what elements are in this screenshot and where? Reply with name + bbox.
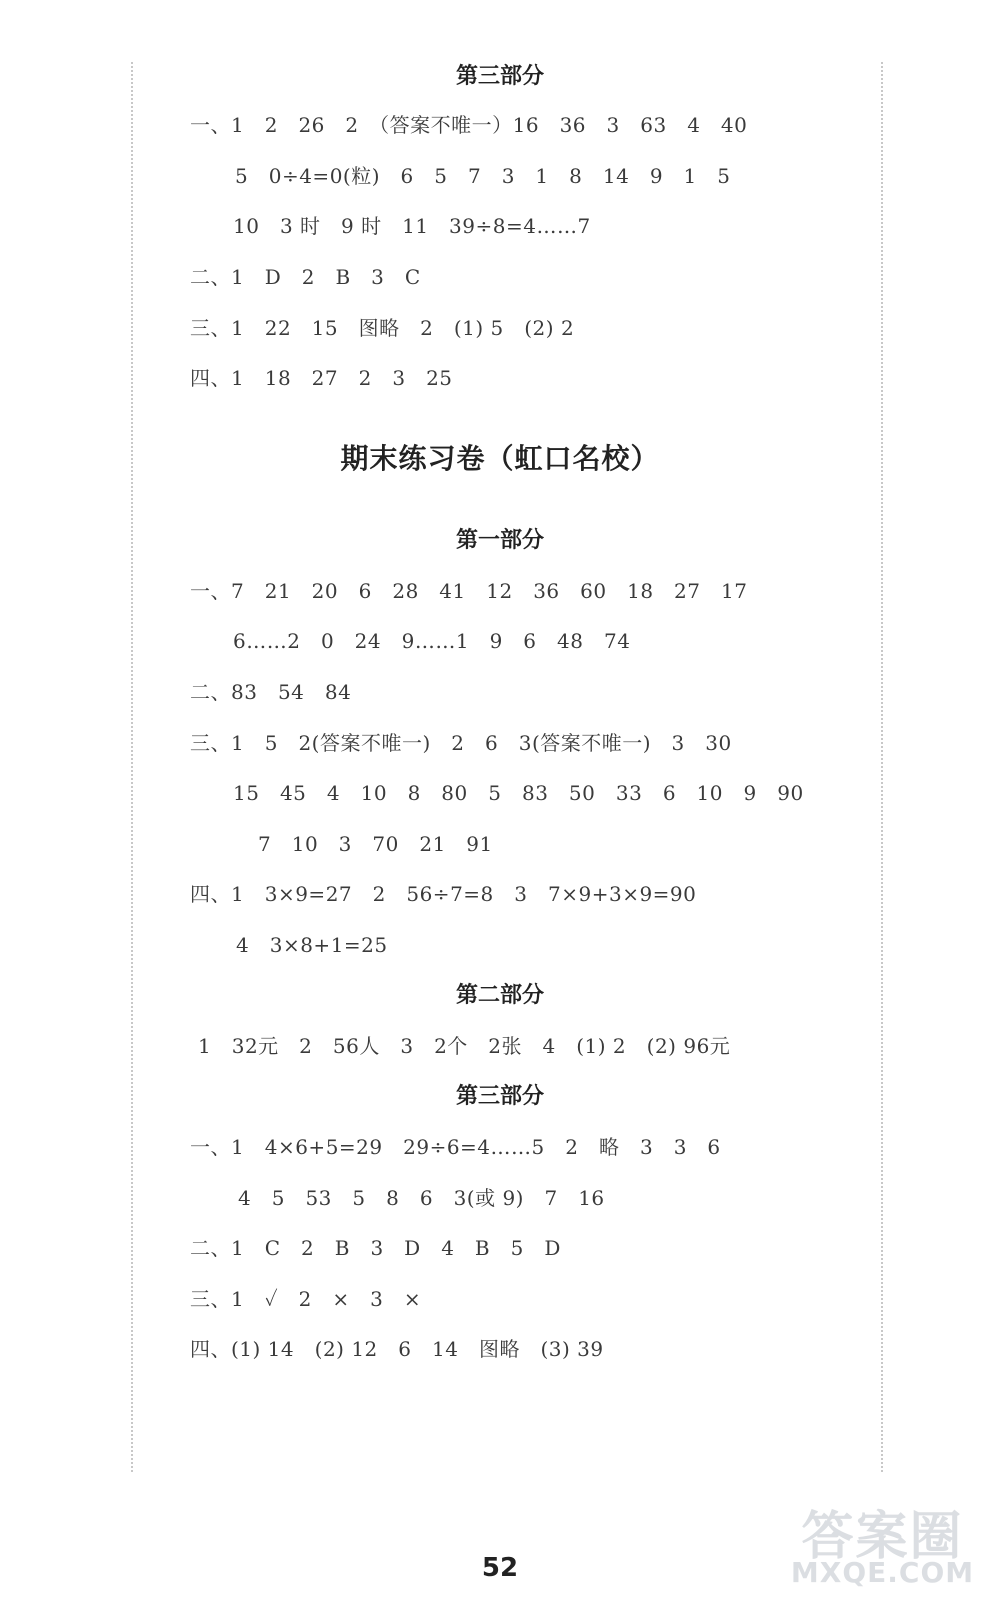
answer-line: 一、1 2 26 2 （答案不唯一）16 36 3 63 4 40 [190, 113, 748, 137]
answer-line: 15 45 4 10 8 80 5 83 50 33 6 10 9 90 [233, 781, 804, 805]
answer-line: 一、7 21 20 6 28 41 12 36 60 18 27 17 [190, 579, 748, 603]
answer-line: 4 3×8+1=25 [236, 933, 388, 957]
answer-line: 四、(1) 14 (2) 12 6 14 图略 (3) 39 [190, 1337, 604, 1361]
answer-line: 二、1 C 2 B 3 D 4 B 5 D [190, 1236, 561, 1260]
section-title-part3b: 第三部分 [455, 1084, 544, 1109]
watermark-logo [770, 1490, 995, 1595]
answer-line: 二、83 54 84 [190, 680, 352, 704]
watermark-url: MXQE.COM [790, 1556, 975, 1589]
answer-line: 4 5 53 5 8 6 3(或 9) 7 16 [238, 1186, 605, 1210]
answer-line: 5 0÷4=0(粒) 6 5 7 3 1 8 14 9 1 5 [235, 164, 731, 188]
section-title-part3: 第三部分 [455, 64, 544, 89]
answer-line: 三、1 22 15 图略 2 (1) 5 (2) 2 [190, 316, 575, 340]
answer-line: 三、1 5 2(答案不唯一) 2 6 3(答案不唯一) 3 30 [190, 731, 732, 755]
answer-line: 四、1 3×9=27 2 56÷7=8 3 7×9+3×9=90 [190, 882, 697, 906]
section-title-part1: 第一部分 [455, 528, 544, 553]
page-number: 52 [481, 1553, 519, 1583]
left-margin-dotted-line [131, 62, 133, 1472]
section-title-part2: 第二部分 [455, 983, 544, 1008]
answer-line: 一、1 4×6+5=29 29÷6=4……5 2 略 3 3 6 [190, 1135, 721, 1159]
answer-line: 二、1 D 2 B 3 C [190, 265, 421, 289]
exam-title: 期末练习卷（虹口名校） [340, 442, 660, 475]
answer-line: 7 10 3 70 21 91 [258, 832, 493, 856]
answer-line: 1 32元 2 56人 3 2个 2张 4 (1) 2 (2) 96元 [198, 1034, 731, 1058]
answer-line: 三、1 ✓ 2 × 3 × [190, 1287, 422, 1311]
answer-line: 10 3 时 9 时 11 39÷8=4……7 [233, 214, 591, 238]
watermark-text: 答案圈 [801, 1507, 964, 1567]
answer-line: 四、1 18 27 2 3 25 [190, 366, 453, 390]
answer-line: 6……2 0 24 9……1 9 6 48 74 [233, 629, 631, 653]
right-margin-dotted-line [881, 62, 883, 1472]
